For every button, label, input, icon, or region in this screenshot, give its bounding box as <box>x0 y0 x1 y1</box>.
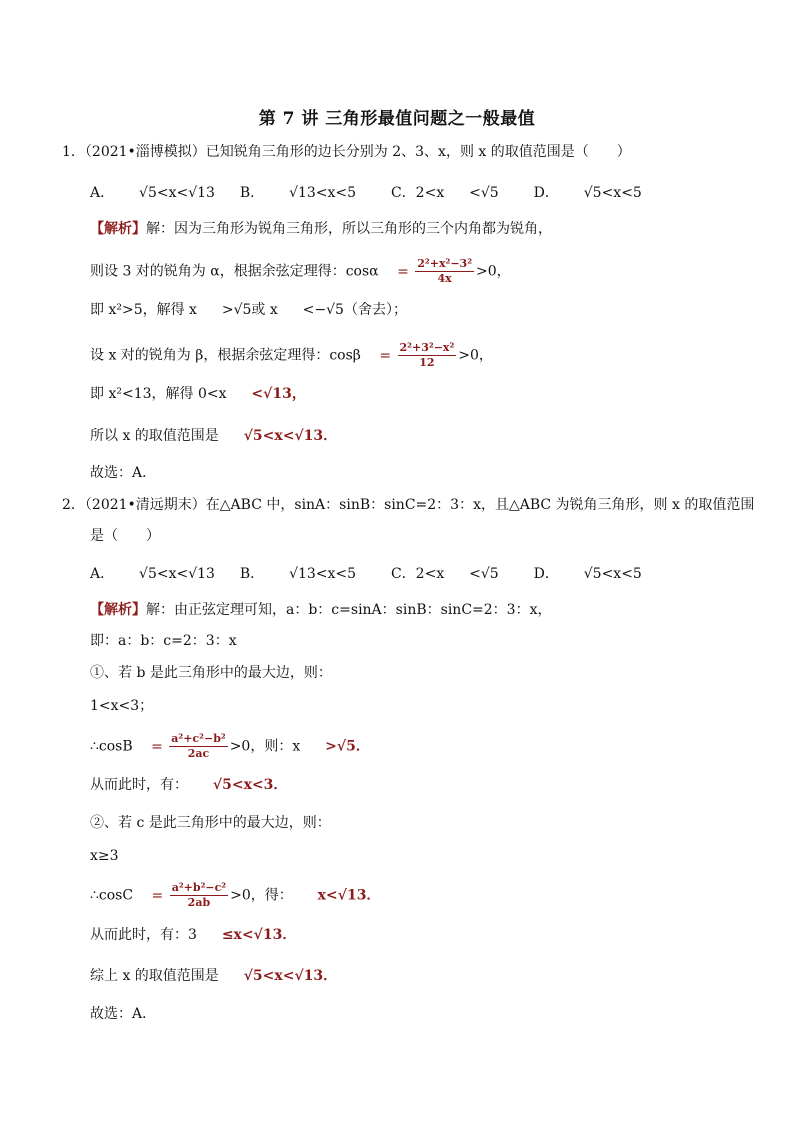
q2-solution-line-10 <box>90 925 296 945</box>
q1-fraction-1-numerator: 2²+x²−3² <box>417 257 473 270</box>
q2-fraction-1-denominator: 2ac <box>187 747 210 760</box>
q2-options <box>90 564 642 584</box>
q1-solution-text-6: 所以 x 的取值范围是 <box>90 428 219 444</box>
q2-solution-text-11: 综上 x 的取值范围是 <box>90 968 219 984</box>
q1-option-a-label: A． <box>90 185 115 201</box>
q2-fraction-2-denominator: 2ab <box>187 896 211 909</box>
q2-math-x-lt-sqrt13: x<√13． <box>317 887 381 904</box>
q2-fraction-1-numerator: a²+c²−b² <box>171 732 226 745</box>
q1-math-range: √5<x<√13． <box>243 428 338 444</box>
q2-option-c: C．2<x <box>390 566 445 582</box>
q2-solution-text-6: 从而此时，有： <box>90 777 188 793</box>
q1-solution-tag: 【解析】 <box>90 221 146 237</box>
q1-option-d-math: √5<x<5 <box>583 185 642 201</box>
q2-math-range-2: ≤x<√13． <box>221 927 297 943</box>
q1-option-c: C．2<x <box>390 185 445 201</box>
q2-math-gt-sqrt5: >√5． <box>325 738 370 755</box>
q2-option-d-math: √5<x<5 <box>583 566 642 582</box>
q1-solution-line-5 <box>90 384 306 404</box>
q2-solution-tag: 【解析】 <box>90 602 146 618</box>
q1-stem: 1．（2021•淄博模拟）已知锐角三角形的边长分别为 2、3、x，则 x 的取值范围是（ ） <box>62 144 631 160</box>
q1-solution-line-3 <box>90 300 407 320</box>
q2-solution-line-7: ②、若 c 是此三角形中的最大边，则： <box>90 815 331 831</box>
q2-fraction-2-numerator: a²+b²−c² <box>171 881 227 894</box>
q1-option-c-math: <√5 <box>469 185 499 201</box>
q2-option-a-label: A． <box>90 566 115 582</box>
q2-solution-line-4: 1<x<3； <box>90 698 154 714</box>
q1-solution-text-4-tail: >0， <box>458 347 493 364</box>
q2-solution-line-6 <box>90 775 287 795</box>
q1-solution-text-3: 即 x²>5，解得 x <box>90 302 197 318</box>
q2-solution-line-11 <box>90 966 337 986</box>
q2-solution-text-9-tail: >0，得： <box>230 887 293 904</box>
q1-fraction-1 <box>415 258 474 285</box>
q1-solution-text-3-tail: （舍去）； <box>343 302 407 318</box>
q2-option-d-label: D． <box>533 566 559 582</box>
q2-option-a-math: √5<x<√13 <box>139 566 215 582</box>
q2-solution-line-1 <box>90 600 551 620</box>
q1-solution-line-4: 设 x 对的锐角为 β，根据余弦定理得：cosβ = $\frac{\text{2²+3²−x²}}{12}$ >0， <box>90 341 493 369</box>
q1-solution-line-7: 故选：A． <box>90 465 157 481</box>
q1-fraction-2 <box>398 342 457 369</box>
q1-fraction-1-denominator: 4x <box>437 272 452 285</box>
q1-options <box>90 183 642 203</box>
q1-math-lt-neg-sqrt5: <−√5 <box>302 302 344 318</box>
q2-stem-line-2: 是（ ） <box>90 528 160 544</box>
q2-solution-line-3: ①、若 b 是此三角形中的最大边，则： <box>90 665 332 681</box>
q1-solution-text-2-tail: >0， <box>476 263 511 280</box>
q2-solution-line-8: x≥3 <box>90 848 119 864</box>
q1-math-lt-sqrt13: <√13， <box>251 386 306 402</box>
q1-fraction-2-numerator: 2²+3²−x² <box>399 341 455 354</box>
q1-option-a-math: √5<x<√13 <box>139 185 215 201</box>
q2-option-b-math: √13<x<5 <box>289 566 357 582</box>
q2-solution-text-9: ∴cosC <box>90 887 134 904</box>
q1-solution-text-2: 则设 3 对的锐角为 α，根据余弦定理得：cosα <box>90 263 379 280</box>
q2-solution-line-2: 即：a：b：c=2：3：x <box>90 633 237 649</box>
q2-solution-text-1: 解：由正弦定理可知，a：b：c=sinA：sinB：sinC=2：3：x， <box>146 602 552 618</box>
q2-solution-line-5: ∴cosB = $\frac{\text{a²+c²−b²}}{2ac}$ >0，则：x >√5． <box>90 732 370 760</box>
q2-option-b-label: B． <box>239 566 265 582</box>
q2-math-final-range: √5<x<√13． <box>243 968 338 984</box>
page-title: 第 7 讲 三角形最值问题之一般最值 <box>258 109 536 129</box>
q2-solution-text-10: 从而此时，有：3 <box>90 927 197 943</box>
q2-option-c-math: <√5 <box>469 566 499 582</box>
q1-solution-text-5: 即 x²<13，解得 0<x <box>90 386 227 402</box>
q1-solution-text-4: 设 x 对的锐角为 β，根据余弦定理得：cosβ <box>90 347 361 364</box>
q2-solution-text-5: ∴cosB <box>90 738 133 755</box>
q2-stem-line-1: 2．（2021•清远期末）在△ABC 中，sinA：sinB：sinC=2：3：x，且△ABC 为锐角三角形，则 x 的取值范围 <box>62 497 755 513</box>
q1-option-b-math: √13<x<5 <box>289 185 357 201</box>
q1-solution-line-6 <box>90 426 337 446</box>
q1-fraction-2-denominator: 12 <box>419 356 435 369</box>
q1-option-b-label: B． <box>239 185 265 201</box>
q1-option-d-label: D． <box>533 185 559 201</box>
q2-solution-text-5-tail: >0，则：x <box>229 738 301 755</box>
q1-math-gt-sqrt5: >√5或 x <box>221 302 278 318</box>
q2-solution-line-12: 故选：A． <box>90 1006 157 1022</box>
q2-fraction-1 <box>169 733 227 760</box>
q1-solution-line-1 <box>90 219 552 239</box>
q2-fraction-2 <box>170 882 228 909</box>
q1-solution-text-1: 解：因为三角形为锐角三角形，所以三角形的三个内角都为锐角， <box>146 221 552 237</box>
q2-solution-line-9: ∴cosC = $\frac{\text{a²+b²−c²}}{2ab}$ >0，得： x<√13． <box>90 881 381 909</box>
q2-math-range-1: √5<x<3． <box>212 777 288 793</box>
q1-solution-line-2: 则设 3 对的锐角为 α，根据余弦定理得：cosα = $\frac{\text{2²+x²−3²}}{4x}$ >0， <box>90 257 511 285</box>
